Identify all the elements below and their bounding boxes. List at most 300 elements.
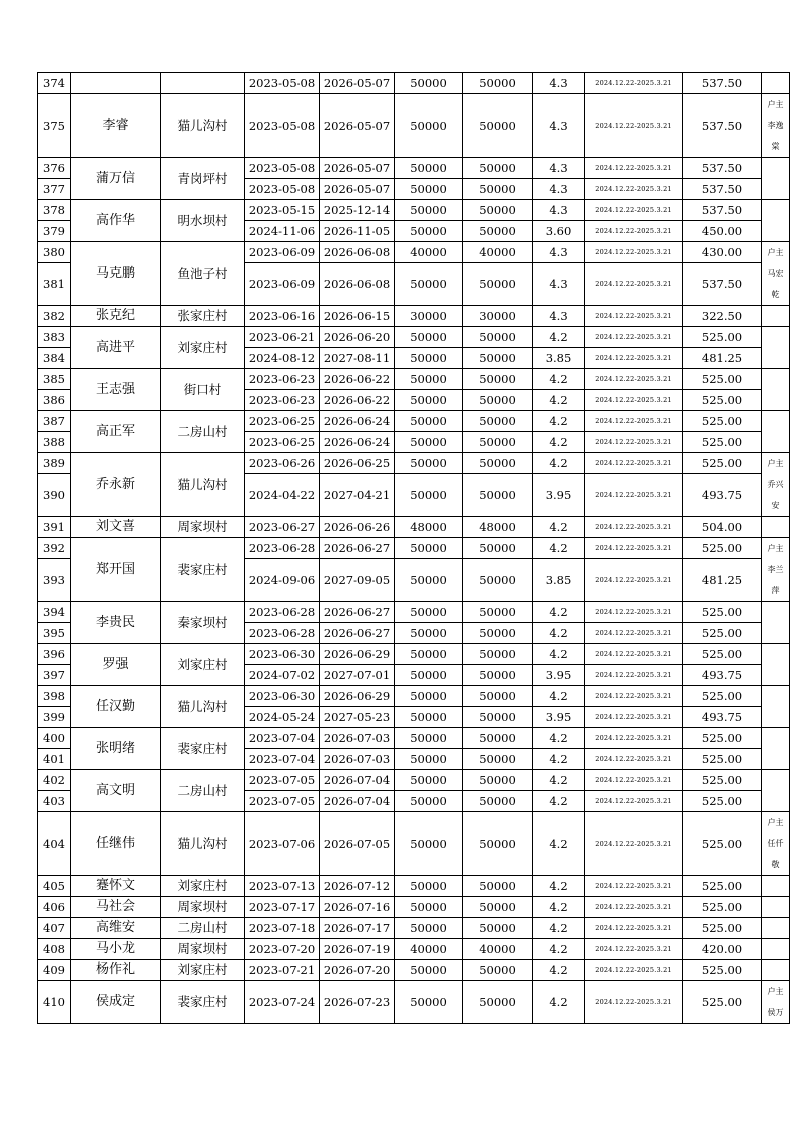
loan-balance-cell: 50000 — [463, 707, 533, 728]
interest-amount-cell: 525.00 — [683, 602, 762, 623]
loan-start-date-cell: 2023-05-08 — [245, 158, 320, 179]
loan-balance-cell: 50000 — [463, 348, 533, 369]
table-row — [38, 200, 790, 221]
interest-period-cell: 2024.12.22-2025.3.21 — [585, 707, 683, 728]
loan-end-date-cell: 2026-05-07 — [320, 158, 395, 179]
loan-start-date-cell: 2023-07-13 — [245, 876, 320, 897]
interest-rate-cell: 4.3 — [533, 306, 585, 327]
loan-balance-cell: 50000 — [463, 179, 533, 200]
loan-start-date-cell: 2023-06-26 — [245, 453, 320, 474]
borrower-name-cell: 杨作礼 — [71, 960, 161, 981]
interest-period-cell: 2024.12.22-2025.3.21 — [585, 728, 683, 749]
row-number-cell: 407 — [38, 918, 71, 939]
interest-amount-cell: 525.00 — [683, 411, 762, 432]
interest-amount-cell: 525.00 — [683, 812, 762, 876]
row-number-cell: 398 — [38, 686, 71, 707]
interest-amount-cell: 525.00 — [683, 918, 762, 939]
loan-start-date-cell: 2023-07-05 — [245, 770, 320, 791]
table-row — [38, 453, 790, 474]
household-note-cell — [762, 918, 790, 939]
loan-amount-cell: 50000 — [395, 411, 463, 432]
interest-rate-cell: 4.3 — [533, 94, 585, 158]
loan-amount-cell: 50000 — [395, 559, 463, 602]
borrower-name-cell: 蒲万信 — [71, 158, 161, 200]
loan-start-date-cell: 2023-07-24 — [245, 981, 320, 1024]
table-row — [38, 327, 790, 348]
village-cell: 张家庄村 — [161, 306, 245, 327]
interest-period-cell: 2024.12.22-2025.3.21 — [585, 327, 683, 348]
interest-period-cell: 2024.12.22-2025.3.21 — [585, 559, 683, 602]
interest-period-cell: 2024.12.22-2025.3.21 — [585, 918, 683, 939]
loan-end-date-cell: 2026-07-19 — [320, 939, 395, 960]
loan-end-date-cell: 2026-06-27 — [320, 538, 395, 559]
interest-period-cell: 2024.12.22-2025.3.21 — [585, 897, 683, 918]
village-cell: 裴家庄村 — [161, 728, 245, 770]
loan-start-date-cell: 2024-05-24 — [245, 707, 320, 728]
household-note-cell — [762, 327, 790, 369]
loan-balance-cell: 50000 — [463, 749, 533, 770]
table-row — [38, 812, 790, 876]
loan-amount-cell: 50000 — [395, 200, 463, 221]
loan-balance-cell: 50000 — [463, 158, 533, 179]
row-number-cell: 402 — [38, 770, 71, 791]
interest-rate-cell: 4.2 — [533, 918, 585, 939]
loan-balance-cell: 50000 — [463, 390, 533, 411]
household-note-cell — [762, 369, 790, 411]
interest-amount-cell: 537.50 — [683, 94, 762, 158]
loan-start-date-cell: 2023-07-18 — [245, 918, 320, 939]
loan-end-date-cell: 2026-06-22 — [320, 369, 395, 390]
loan-balance-cell: 50000 — [463, 897, 533, 918]
interest-rate-cell: 3.95 — [533, 665, 585, 686]
loan-start-date-cell: 2023-07-04 — [245, 749, 320, 770]
loan-balance-cell: 50000 — [463, 981, 533, 1024]
interest-period-cell: 2024.12.22-2025.3.21 — [585, 390, 683, 411]
loan-end-date-cell: 2026-07-04 — [320, 770, 395, 791]
loan-end-date-cell: 2026-06-25 — [320, 453, 395, 474]
borrower-name-cell: 刘文喜 — [71, 517, 161, 538]
interest-rate-cell: 3.85 — [533, 348, 585, 369]
household-note-line: 侯万 — [767, 1008, 784, 1017]
loan-amount-cell: 50000 — [395, 390, 463, 411]
interest-period-cell: 2024.12.22-2025.3.21 — [585, 369, 683, 390]
row-number-cell: 403 — [38, 791, 71, 812]
loan-end-date-cell: 2026-07-04 — [320, 791, 395, 812]
household-note-line: 户主 — [767, 818, 784, 827]
loan-start-date-cell: 2024-08-12 — [245, 348, 320, 369]
loan-balance-cell: 50000 — [463, 602, 533, 623]
loan-start-date-cell: 2024-09-06 — [245, 559, 320, 602]
village-cell: 刘家庄村 — [161, 327, 245, 369]
row-number-cell: 380 — [38, 242, 71, 263]
table-row — [38, 602, 790, 623]
borrower-name-cell: 李睿 — [71, 94, 161, 158]
loan-amount-cell: 50000 — [395, 644, 463, 665]
village-cell: 猫儿沟村 — [161, 94, 245, 158]
row-number-cell: 379 — [38, 221, 71, 242]
household-note-line: 户主 — [767, 987, 784, 996]
table-row — [38, 897, 790, 918]
loan-end-date-cell: 2026-06-26 — [320, 517, 395, 538]
interest-period-cell: 2024.12.22-2025.3.21 — [585, 263, 683, 306]
loan-start-date-cell: 2023-06-09 — [245, 242, 320, 263]
village-cell: 街口村 — [161, 369, 245, 411]
loan-balance-cell: 30000 — [463, 306, 533, 327]
table-row — [38, 73, 790, 94]
borrower-name-cell: 马小龙 — [71, 939, 161, 960]
household-note-cell — [762, 981, 790, 1024]
loan-end-date-cell: 2026-07-16 — [320, 897, 395, 918]
row-number-cell: 394 — [38, 602, 71, 623]
interest-amount-cell: 525.00 — [683, 369, 762, 390]
borrower-name-cell: 任继伟 — [71, 812, 161, 876]
loan-end-date-cell: 2026-06-29 — [320, 686, 395, 707]
loan-end-date-cell: 2026-05-07 — [320, 94, 395, 158]
row-number-cell: 406 — [38, 897, 71, 918]
village-cell: 秦家坝村 — [161, 602, 245, 644]
household-note-cell — [762, 770, 790, 812]
loan-amount-cell: 50000 — [395, 179, 463, 200]
interest-rate-cell: 4.2 — [533, 369, 585, 390]
interest-period-cell: 2024.12.22-2025.3.21 — [585, 94, 683, 158]
loan-amount-cell: 50000 — [395, 538, 463, 559]
borrower-name-cell: 高正军 — [71, 411, 161, 453]
village-cell: 刘家庄村 — [161, 876, 245, 897]
interest-rate-cell: 4.2 — [533, 623, 585, 644]
loan-balance-cell: 50000 — [463, 686, 533, 707]
borrower-name-cell: 马社会 — [71, 897, 161, 918]
interest-rate-cell: 4.2 — [533, 812, 585, 876]
loan-amount-cell: 50000 — [395, 960, 463, 981]
table-row — [38, 960, 790, 981]
table-row — [38, 918, 790, 939]
row-number-cell: 395 — [38, 623, 71, 644]
row-number-cell: 387 — [38, 411, 71, 432]
loan-balance-cell: 50000 — [463, 770, 533, 791]
loan-amount-cell: 50000 — [395, 73, 463, 94]
interest-rate-cell: 4.2 — [533, 960, 585, 981]
household-note-cell — [762, 94, 790, 158]
interest-period-cell: 2024.12.22-2025.3.21 — [585, 644, 683, 665]
household-note-cell — [762, 728, 790, 770]
loan-balance-cell: 50000 — [463, 432, 533, 453]
interest-period-cell: 2024.12.22-2025.3.21 — [585, 221, 683, 242]
interest-amount-cell: 525.00 — [683, 538, 762, 559]
household-note-line: 敬 — [771, 860, 780, 869]
loan-amount-cell: 50000 — [395, 474, 463, 517]
loan-amount-cell: 50000 — [395, 94, 463, 158]
loan-balance-cell: 50000 — [463, 623, 533, 644]
loan-start-date-cell: 2023-07-21 — [245, 960, 320, 981]
loan-end-date-cell: 2026-05-07 — [320, 179, 395, 200]
borrower-name-cell: 张明绪 — [71, 728, 161, 770]
interest-amount-cell: 537.50 — [683, 263, 762, 306]
household-note-cell — [762, 538, 790, 602]
loan-end-date-cell: 2026-11-05 — [320, 221, 395, 242]
loan-amount-cell: 50000 — [395, 158, 463, 179]
household-note-line: 乾 — [771, 290, 780, 299]
loan-amount-cell: 50000 — [395, 453, 463, 474]
loan-balance-cell: 50000 — [463, 200, 533, 221]
interest-rate-cell: 4.2 — [533, 432, 585, 453]
loan-start-date-cell: 2023-07-06 — [245, 812, 320, 876]
row-number-cell: 401 — [38, 749, 71, 770]
interest-amount-cell: 493.75 — [683, 707, 762, 728]
household-note-cell — [762, 897, 790, 918]
interest-rate-cell: 4.2 — [533, 453, 585, 474]
row-number-cell: 385 — [38, 369, 71, 390]
interest-period-cell: 2024.12.22-2025.3.21 — [585, 348, 683, 369]
interest-period-cell: 2024.12.22-2025.3.21 — [585, 602, 683, 623]
village-cell: 刘家庄村 — [161, 960, 245, 981]
row-number-cell: 382 — [38, 306, 71, 327]
village-cell: 刘家庄村 — [161, 644, 245, 686]
village-cell: 裴家庄村 — [161, 538, 245, 602]
borrower-name-cell: 高文明 — [71, 770, 161, 812]
loan-amount-cell: 50000 — [395, 432, 463, 453]
table-row — [38, 981, 790, 1024]
loan-start-date-cell: 2023-05-08 — [245, 73, 320, 94]
row-number-cell: 410 — [38, 981, 71, 1024]
interest-period-cell: 2024.12.22-2025.3.21 — [585, 876, 683, 897]
interest-period-cell: 2024.12.22-2025.3.21 — [585, 812, 683, 876]
interest-rate-cell: 4.3 — [533, 242, 585, 263]
household-note-line: 安 — [771, 501, 780, 510]
interest-period-cell: 2024.12.22-2025.3.21 — [585, 306, 683, 327]
loan-end-date-cell: 2026-05-07 — [320, 73, 395, 94]
interest-period-cell: 2024.12.22-2025.3.21 — [585, 474, 683, 517]
interest-rate-cell: 4.3 — [533, 263, 585, 306]
row-number-cell: 377 — [38, 179, 71, 200]
village-cell: 周家坝村 — [161, 939, 245, 960]
interest-amount-cell: 504.00 — [683, 517, 762, 538]
loan-balance-cell: 50000 — [463, 644, 533, 665]
loan-balance-cell: 40000 — [463, 939, 533, 960]
loan-end-date-cell: 2026-07-12 — [320, 876, 395, 897]
interest-amount-cell: 525.00 — [683, 453, 762, 474]
loan-amount-cell: 50000 — [395, 791, 463, 812]
loan-balance-cell: 50000 — [463, 221, 533, 242]
row-number-cell: 376 — [38, 158, 71, 179]
interest-amount-cell: 525.00 — [683, 644, 762, 665]
loan-end-date-cell: 2027-09-05 — [320, 559, 395, 602]
loan-end-date-cell: 2025-12-14 — [320, 200, 395, 221]
loan-end-date-cell: 2026-07-05 — [320, 812, 395, 876]
interest-period-cell: 2024.12.22-2025.3.21 — [585, 453, 683, 474]
household-note-line: 棠 — [771, 142, 780, 151]
borrower-name-cell: 王志强 — [71, 369, 161, 411]
household-note-cell — [762, 686, 790, 728]
borrower-name-cell: 李贵民 — [71, 602, 161, 644]
interest-amount-cell: 525.00 — [683, 390, 762, 411]
loan-balance-cell: 48000 — [463, 517, 533, 538]
interest-rate-cell: 4.2 — [533, 728, 585, 749]
household-note-cell — [762, 517, 790, 538]
village-cell: 青岗坪村 — [161, 158, 245, 200]
table-row — [38, 158, 790, 179]
loan-end-date-cell: 2026-07-23 — [320, 981, 395, 1024]
borrower-name-cell: 任汉勤 — [71, 686, 161, 728]
household-note-cell — [762, 960, 790, 981]
borrower-name-cell: 张克纪 — [71, 306, 161, 327]
table-row — [38, 94, 790, 158]
borrower-name-cell: 蹇怀文 — [71, 876, 161, 897]
loan-balance-cell: 50000 — [463, 728, 533, 749]
table-row — [38, 411, 790, 432]
loan-balance-cell: 50000 — [463, 94, 533, 158]
interest-amount-cell: 525.00 — [683, 749, 762, 770]
village-cell: 周家坝村 — [161, 897, 245, 918]
row-number-cell: 390 — [38, 474, 71, 517]
row-number-cell: 400 — [38, 728, 71, 749]
table-row — [38, 939, 790, 960]
loan-amount-cell: 50000 — [395, 812, 463, 876]
loan-start-date-cell: 2024-11-06 — [245, 221, 320, 242]
row-number-cell: 381 — [38, 263, 71, 306]
loan-balance-cell: 40000 — [463, 242, 533, 263]
interest-rate-cell: 3.95 — [533, 474, 585, 517]
interest-period-cell: 2024.12.22-2025.3.21 — [585, 158, 683, 179]
interest-amount-cell: 525.00 — [683, 686, 762, 707]
borrower-name-cell: 高进平 — [71, 327, 161, 369]
interest-rate-cell: 4.2 — [533, 939, 585, 960]
loan-amount-cell: 40000 — [395, 939, 463, 960]
household-note-cell — [762, 939, 790, 960]
interest-rate-cell: 4.2 — [533, 538, 585, 559]
table-row — [38, 770, 790, 791]
loan-start-date-cell: 2023-07-05 — [245, 791, 320, 812]
loan-end-date-cell: 2026-06-24 — [320, 411, 395, 432]
loan-balance-cell: 50000 — [463, 559, 533, 602]
loan-end-date-cell: 2026-06-29 — [320, 644, 395, 665]
table-row — [38, 538, 790, 559]
household-note-cell — [762, 73, 790, 94]
row-number-cell: 383 — [38, 327, 71, 348]
loan-start-date-cell: 2023-07-17 — [245, 897, 320, 918]
interest-amount-cell: 537.50 — [683, 73, 762, 94]
interest-period-cell: 2024.12.22-2025.3.21 — [585, 960, 683, 981]
interest-amount-cell: 537.50 — [683, 158, 762, 179]
row-number-cell: 396 — [38, 644, 71, 665]
household-note-cell — [762, 411, 790, 453]
table-row — [38, 369, 790, 390]
household-note-cell — [762, 812, 790, 876]
interest-rate-cell: 4.2 — [533, 517, 585, 538]
village-cell: 明水坝村 — [161, 200, 245, 242]
loan-balance-cell: 50000 — [463, 918, 533, 939]
loan-start-date-cell: 2023-06-28 — [245, 538, 320, 559]
interest-period-cell: 2024.12.22-2025.3.21 — [585, 623, 683, 644]
interest-period-cell: 2024.12.22-2025.3.21 — [585, 749, 683, 770]
row-number-cell: 409 — [38, 960, 71, 981]
loan-amount-cell: 50000 — [395, 918, 463, 939]
loan-end-date-cell: 2026-07-20 — [320, 960, 395, 981]
interest-rate-cell: 4.3 — [533, 73, 585, 94]
row-number-cell: 391 — [38, 517, 71, 538]
village-cell: 二房山村 — [161, 770, 245, 812]
interest-rate-cell: 4.2 — [533, 981, 585, 1024]
interest-period-cell: 2024.12.22-2025.3.21 — [585, 517, 683, 538]
row-number-cell: 392 — [38, 538, 71, 559]
row-number-cell: 384 — [38, 348, 71, 369]
loan-balance-cell: 50000 — [463, 791, 533, 812]
loan-end-date-cell: 2026-06-24 — [320, 432, 395, 453]
village-cell: 二房山村 — [161, 918, 245, 939]
household-note-line: 户主 — [767, 248, 784, 257]
loan-end-date-cell: 2027-04-21 — [320, 474, 395, 517]
interest-amount-cell: 537.50 — [683, 179, 762, 200]
loan-balance-cell: 50000 — [463, 538, 533, 559]
loan-balance-cell: 50000 — [463, 73, 533, 94]
row-number-cell: 388 — [38, 432, 71, 453]
household-note-cell — [762, 306, 790, 327]
interest-amount-cell: 525.00 — [683, 327, 762, 348]
loan-end-date-cell: 2027-08-11 — [320, 348, 395, 369]
household-note-cell — [762, 602, 790, 644]
interest-period-cell: 2024.12.22-2025.3.21 — [585, 242, 683, 263]
loan-start-date-cell: 2023-06-21 — [245, 327, 320, 348]
village-cell — [161, 73, 245, 94]
interest-rate-cell: 3.85 — [533, 559, 585, 602]
interest-amount-cell: 450.00 — [683, 221, 762, 242]
loan-start-date-cell: 2023-07-20 — [245, 939, 320, 960]
interest-rate-cell: 4.2 — [533, 411, 585, 432]
table-row — [38, 242, 790, 263]
village-cell: 裴家庄村 — [161, 981, 245, 1024]
row-number-cell: 389 — [38, 453, 71, 474]
loan-end-date-cell: 2026-06-15 — [320, 306, 395, 327]
interest-period-cell: 2024.12.22-2025.3.21 — [585, 179, 683, 200]
village-cell: 猫儿沟村 — [161, 812, 245, 876]
row-number-cell: 393 — [38, 559, 71, 602]
loan-start-date-cell: 2023-06-09 — [245, 263, 320, 306]
loan-end-date-cell: 2026-06-08 — [320, 242, 395, 263]
loan-balance-cell: 50000 — [463, 453, 533, 474]
loan-end-date-cell: 2026-07-17 — [320, 918, 395, 939]
interest-amount-cell: 525.00 — [683, 728, 762, 749]
loan-start-date-cell: 2023-06-23 — [245, 390, 320, 411]
loan-end-date-cell: 2026-06-20 — [320, 327, 395, 348]
household-note-line: 户主 — [767, 459, 784, 468]
row-number-cell: 408 — [38, 939, 71, 960]
loan-amount-cell: 50000 — [395, 665, 463, 686]
interest-period-cell: 2024.12.22-2025.3.21 — [585, 665, 683, 686]
village-cell: 鱼池子村 — [161, 242, 245, 306]
interest-amount-cell: 481.25 — [683, 559, 762, 602]
interest-rate-cell: 4.2 — [533, 602, 585, 623]
interest-rate-cell: 4.2 — [533, 390, 585, 411]
household-note-line: 李逸 — [767, 121, 784, 130]
loan-start-date-cell: 2023-07-04 — [245, 728, 320, 749]
loan-balance-cell: 50000 — [463, 369, 533, 390]
interest-period-cell: 2024.12.22-2025.3.21 — [585, 770, 683, 791]
household-note-cell — [762, 242, 790, 306]
interest-rate-cell: 4.2 — [533, 770, 585, 791]
loan-balance-cell: 50000 — [463, 474, 533, 517]
loan-amount-cell: 50000 — [395, 728, 463, 749]
interest-rate-cell: 4.2 — [533, 897, 585, 918]
loan-amount-cell: 50000 — [395, 686, 463, 707]
interest-rate-cell: 4.2 — [533, 644, 585, 665]
loan-start-date-cell: 2023-06-23 — [245, 369, 320, 390]
loan-amount-cell: 50000 — [395, 770, 463, 791]
interest-period-cell: 2024.12.22-2025.3.21 — [585, 73, 683, 94]
interest-amount-cell: 525.00 — [683, 432, 762, 453]
interest-amount-cell: 525.00 — [683, 960, 762, 981]
interest-amount-cell: 525.00 — [683, 981, 762, 1024]
loan-end-date-cell: 2026-06-08 — [320, 263, 395, 306]
interest-rate-cell: 4.2 — [533, 791, 585, 812]
